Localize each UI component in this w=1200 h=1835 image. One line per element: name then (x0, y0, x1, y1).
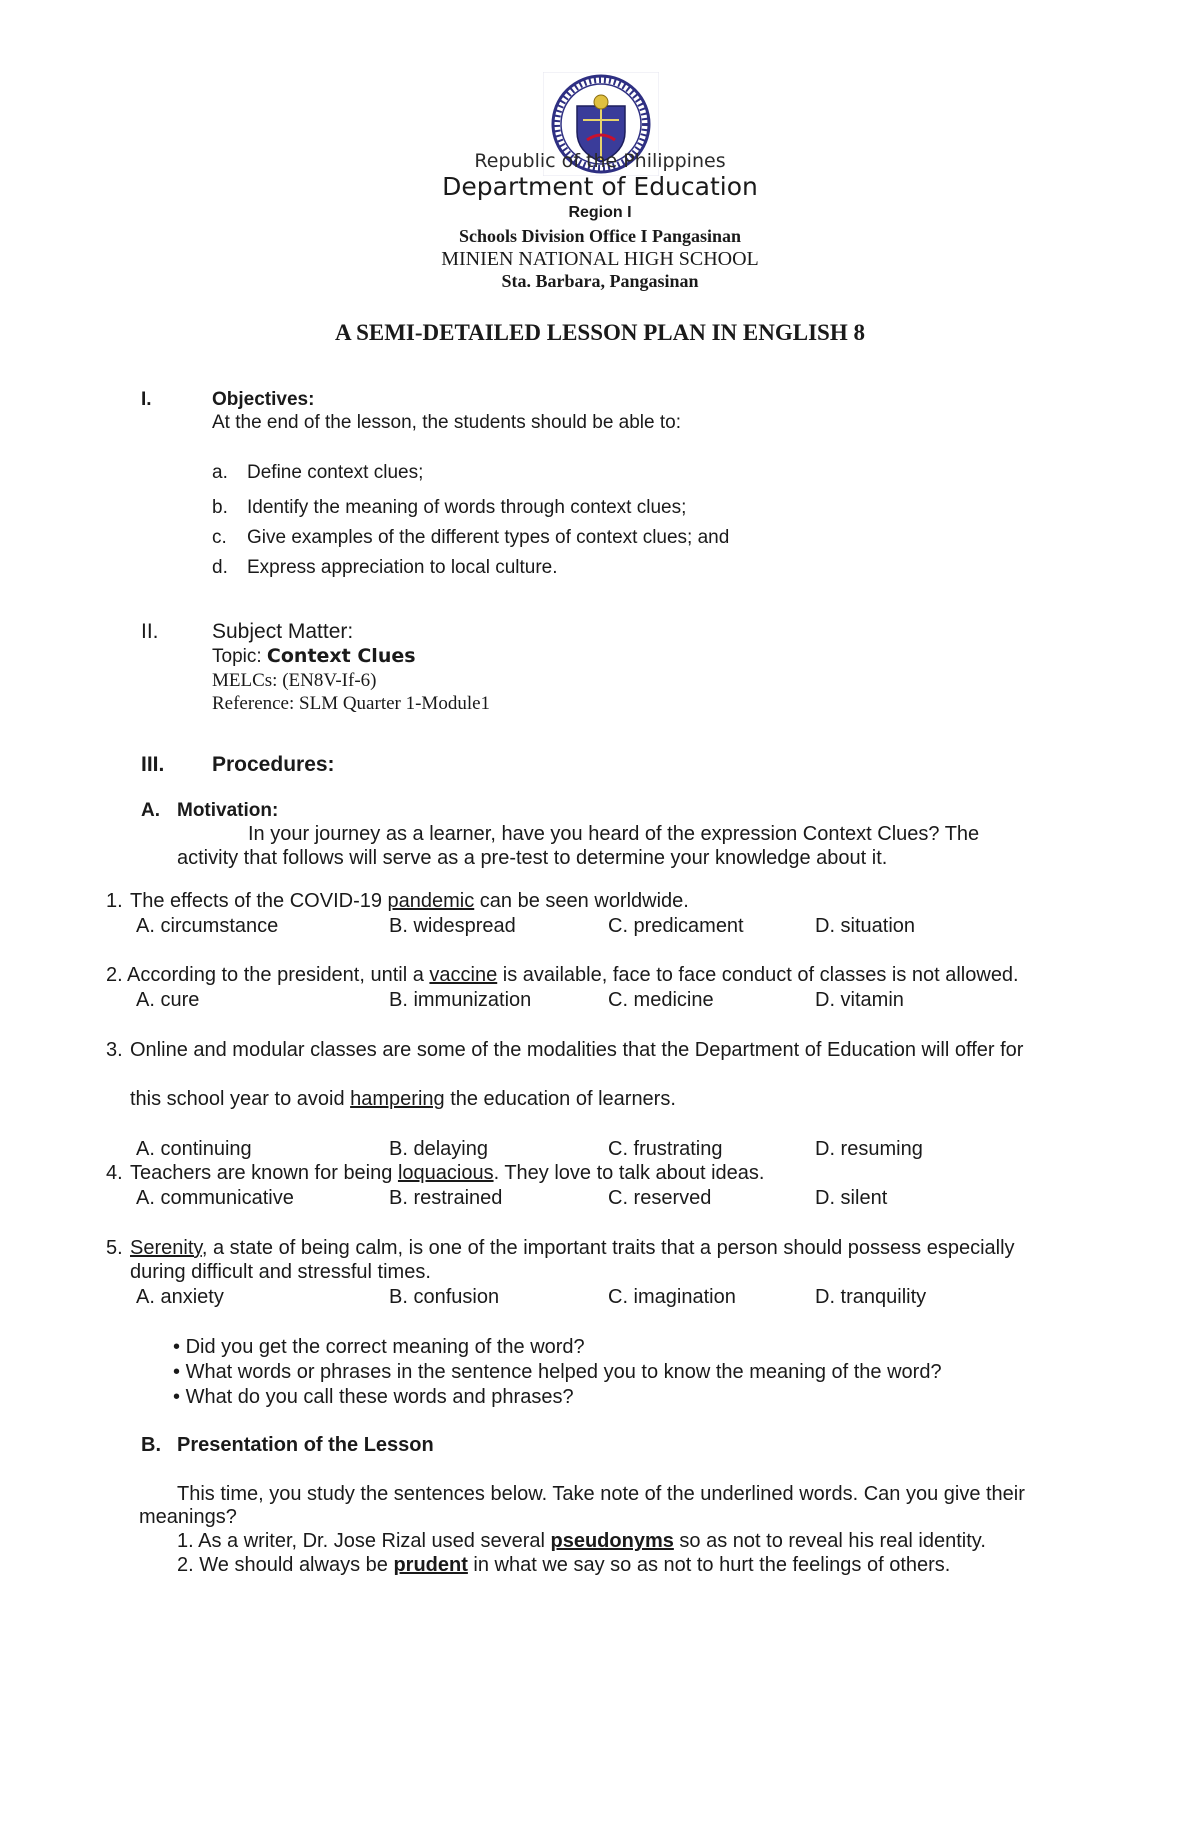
question-text: during difficult and stressful times. (130, 1261, 431, 1283)
reference-line: Reference: SLM Quarter 1-Module1 (212, 693, 491, 714)
question-number: 1. (106, 890, 123, 912)
choice-d: D. tranquility (815, 1286, 927, 1308)
bullet-dot: • (173, 1361, 186, 1383)
country-line: Republic of the Philippines (474, 150, 726, 172)
target-word: Serenity (130, 1237, 202, 1259)
question-number: 4. (106, 1162, 123, 1184)
bullet-item: • What words or phrases in the sentence helped you to know the meaning of the word? (173, 1361, 942, 1383)
choice-a: A. continuing (136, 1138, 252, 1160)
bullet-item: • What do you call these words and phrases? (173, 1386, 574, 1408)
division-line: Schools Division Office I Pangasinan (458, 226, 742, 246)
subsection-letter: B. (141, 1434, 161, 1456)
choice-d: D. silent (815, 1187, 888, 1209)
topic-label: Topic: (212, 646, 267, 667)
choice-b: B. confusion (389, 1286, 500, 1308)
presentation-text: meanings? (139, 1506, 237, 1528)
target-word: vaccine (429, 964, 498, 986)
motivation-text: activity that follows will serve as a pre-test to determine your knowledge about it. (177, 847, 888, 869)
topic-line (212, 645, 416, 668)
subsection-heading: Presentation of the Lesson (177, 1434, 434, 1456)
choice-c: C. medicine (608, 989, 714, 1011)
example-sentence: 1. As a writer, Dr. Jose Rizal used several pseudonyms so as not to reveal his real identity. (177, 1530, 986, 1552)
question-text: Serenity, a state of being calm, is one of the important traits that a person should possess especially (130, 1237, 1015, 1259)
school-name: MINIEN NATIONAL HIGH SCHOOL (441, 248, 759, 270)
department-title: Department of Education (442, 172, 758, 201)
target-word: hampering (350, 1088, 445, 1110)
question-text: The effects of the COVID-19 pandemic can be seen worldwide. (130, 890, 689, 912)
school-address: Sta. Barbara, Pangasinan (501, 271, 699, 291)
choice-c: C. frustrating (608, 1138, 723, 1160)
presentation-text: This time, you study the sentences below. Take note of the underlined words. Can you give their (177, 1483, 1025, 1505)
region-line: Region I (568, 204, 632, 221)
section-numeral: II. (141, 620, 159, 643)
target-word: prudent (393, 1554, 468, 1576)
choice-a: A. communicative (136, 1187, 294, 1209)
objective-letter: b. (212, 497, 228, 518)
bullet-dot: • (173, 1336, 186, 1358)
sentence-number: 2. (177, 1554, 194, 1576)
choice-b: B. immunization (389, 989, 532, 1011)
objective-text: Give examples of the different types of context clues; and (247, 527, 730, 548)
target-word: loquacious (397, 1162, 494, 1184)
objective-letter: d. (212, 557, 228, 578)
motivation-text: In your journey as a learner, have you heard of the expression Context Clues? The (248, 823, 980, 845)
section-heading: Subject Matter: (212, 620, 354, 643)
choice-d: D. resuming (815, 1138, 923, 1160)
question-text: this school year to avoid hampering the education of learners. (130, 1088, 676, 1110)
subsection-letter: A. (141, 800, 160, 821)
doc-title: A SEMI-DETAILED LESSON PLAN IN ENGLISH 8 (335, 320, 865, 345)
question-text: According to the president, until a vaccine is available, face to face conduct of classes is not allowed. (127, 964, 1019, 986)
choice-b: B. restrained (389, 1187, 503, 1209)
bullet-dot: • (173, 1386, 186, 1408)
subsection-heading: Motivation: (177, 800, 279, 821)
objective-text: Express appreciation to local culture. (247, 557, 558, 578)
section-heading: Objectives: (212, 389, 315, 410)
choice-c: C. predicament (608, 915, 744, 937)
section-numeral: I. (141, 389, 152, 410)
objective-letter: c. (212, 527, 227, 548)
target-word: pandemic (387, 890, 475, 912)
section-heading: Procedures: (212, 753, 335, 776)
example-sentence: 2. We should always be prudent in what we say so as not to hurt the feelings of others. (177, 1554, 951, 1576)
objective-text: Define context clues; (247, 462, 424, 483)
choice-b: B. widespread (389, 915, 516, 937)
target-word: pseudonyms (550, 1530, 674, 1552)
section-numeral: III. (141, 753, 165, 776)
choice-a: A. circumstance (136, 915, 279, 937)
choice-d: D. vitamin (815, 989, 904, 1011)
sentence-number: 1. (177, 1530, 194, 1552)
objectives-intro: At the end of the lesson, the students should be able to: (212, 412, 681, 433)
choice-a: A. anxiety (136, 1286, 224, 1308)
choice-b: B. delaying (389, 1138, 488, 1160)
objective-text: Identify the meaning of words through context clues; (247, 497, 687, 518)
choice-c: C. imagination (608, 1286, 736, 1308)
question-text: Teachers are known for being loquacious. They love to talk about ideas. (130, 1162, 765, 1184)
choice-c: C. reserved (608, 1187, 712, 1209)
choice-d: D. situation (815, 915, 916, 937)
choice-a: A. cure (136, 989, 200, 1011)
question-number: 3. (106, 1039, 123, 1061)
question-number: 2. (106, 964, 123, 986)
objective-letter: a. (212, 462, 228, 483)
melcs-line: MELCs: (EN8V-If-6) (212, 670, 377, 691)
question-text: Online and modular classes are some of the modalities that the Department of Education will offer for (130, 1039, 1024, 1061)
question-number: 5. (106, 1237, 123, 1259)
bullet-item: • Did you get the correct meaning of the word? (173, 1336, 585, 1358)
topic-value: Context Clues (266, 645, 416, 667)
